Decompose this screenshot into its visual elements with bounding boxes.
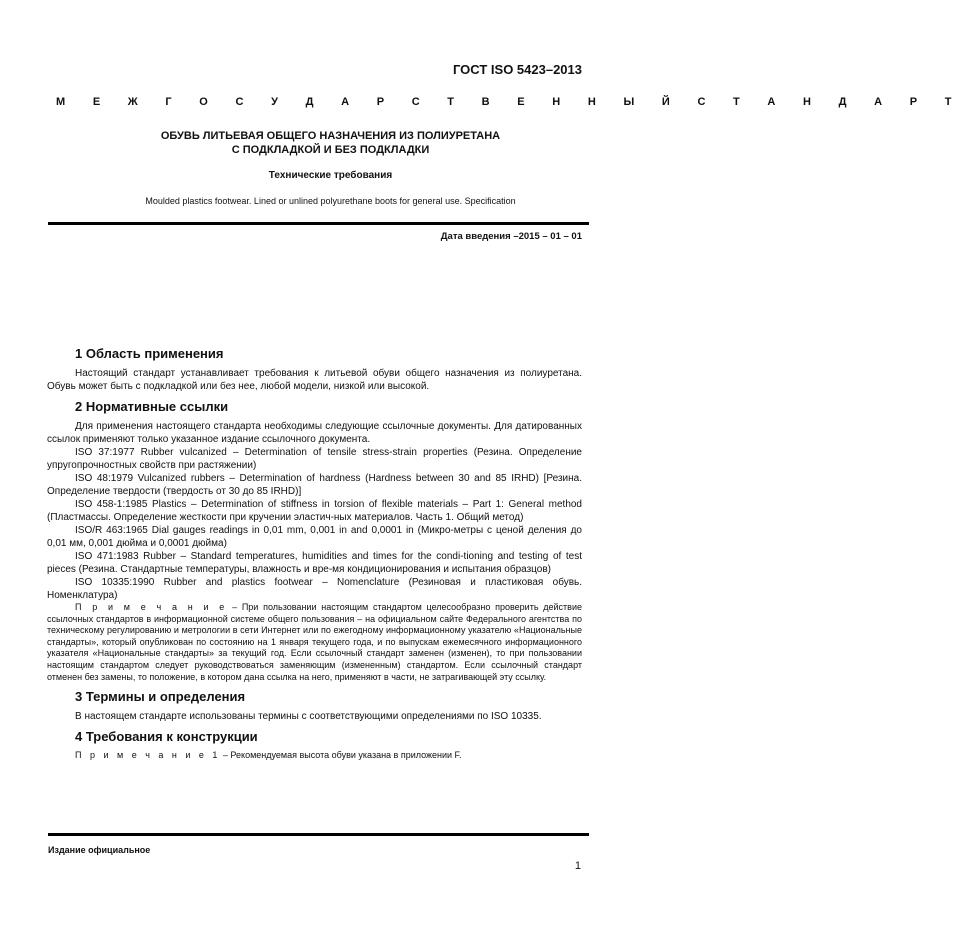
interstate-standard-heading: М Е Ж Г О С У Д А Р С Т В Е Н Н Ы Й С Т А Н Д А Р Т <box>56 96 964 108</box>
note-text: – При пользовании настоящим стандартом целесообразно проверить действие ссылочных стандартов в информационной системе общего пользования – на официальном сайте Федерального агентства по техническому регулированию и метрологии в сети Интернет или по ежегодному информационному указателю «Национальные стандарты», который опубликован по состоянию на 1 января текущего года, и по выпускам ежемесячного информационного указателя «Национальные стандарты» за текущий год. Если ссылочный стандарт заменен (изменен), то при пользовании настоящим стандартом следует руководствоваться заменяющим (измененным) стандартом. Если ссылочный стандарт отменен без замены, то положение, в котором дана ссылка на него, применяют в части, не затрагивающей эту ссылку. <box>47 602 582 682</box>
section-1-heading: 1 Область применения <box>75 346 224 361</box>
document-body <box>47 346 582 762</box>
official-edition-label: Издание официальное <box>48 845 151 855</box>
section-4-note <box>47 750 582 762</box>
section-2-heading: 2 Нормативные ссылки <box>75 399 229 414</box>
section-3-text: В настоящем стандарте использованы термины с соответствующими определениями по ISO 10335. <box>75 711 542 723</box>
reference-item: ISO/R 463:1965 Dial gauges readings in 0,01 mm, 0,001 in and 0,0001 in (Микро-метры с ценой деления до 0,01 мм, 0,001 дюйма и 0,0001 дюйма) <box>47 525 582 549</box>
reference-item: ISO 458-1:1985 Plastics – Determination of stiffness in torsion of flexible materials – Part 1: General method (Пластмассы. Определение жесткости при кручении эластич-ных материалов. Часть 1. Общий метод) <box>47 499 582 523</box>
footer-divider <box>48 833 589 836</box>
standard-id: ГОСТ ISO 5423–2013 <box>452 62 582 77</box>
reference-item: ISO 471:1983 Rubber – Standard temperatures, humidities and times for the condi-tioning and testing of test pieces (Резина. Стандартные температуры, влажность и вре-мя кондиционирования и испытания образцов) <box>47 551 582 575</box>
page-number: 1 <box>574 860 581 872</box>
reference-item: ISO 10335:1990 Rubber and plastics footwear – Nomenclature (Резиновая и пластиковая обувь. Номенклатура) <box>47 577 582 601</box>
note-text: – Рекомендуемая высота обуви указана в приложении F. <box>220 750 462 761</box>
document-title <box>0 129 661 157</box>
title-divider <box>48 222 589 225</box>
introduction-date: Дата введения –2015 – 01 – 01 <box>440 231 582 242</box>
title-line-2: С ПОДКЛАДКОЙ И БЕЗ ПОДКЛАДКИ <box>231 144 430 156</box>
english-title: Moulded plastics footwear. Lined or unlined polyurethane boots for general use. Specification <box>145 196 516 206</box>
reference-item: ISO 48:1979 Vulcanized rubbers – Determination of hardness (Hardness between 30 and 85 IRHD) [Резина. Определение твердости (твердость от 30 до 85 IRHD)] <box>47 473 582 497</box>
section-3-heading: 3 Термины и определения <box>75 689 246 705</box>
title-line-1: ОБУВЬ ЛИТЬЕВАЯ ОБЩЕГО НАЗНАЧЕНИЯ ИЗ ПОЛИУРЕТАНА <box>160 130 501 142</box>
section-4-heading: 4 Требования к конструкции <box>75 729 258 745</box>
note-label: П р и м е ч а н и е <box>75 602 228 612</box>
section-2-note <box>47 602 582 683</box>
section-2-intro: Для применения настоящего стандарта необходимы следующие ссылочные документы. Для датированных ссылок применяют только указанное издание ссылочного документа. <box>47 421 582 445</box>
section-1-text: Настоящий стандарт устанавливает требования к литьевой обуви общего назначения из полиуретана. Обувь может быть с подкладкой или без нее, любой модели, низкой или высокой. <box>47 368 582 392</box>
document-subtitle: Технические требования <box>268 170 393 181</box>
note-label: П р и м е ч а н и е 1 <box>75 750 221 761</box>
reference-item: ISO 37:1977 Rubber vulcanized – Determination of tensile stress-strain properties (Резина. Определение упругопрочностных свойств при растяжении) <box>47 447 582 471</box>
